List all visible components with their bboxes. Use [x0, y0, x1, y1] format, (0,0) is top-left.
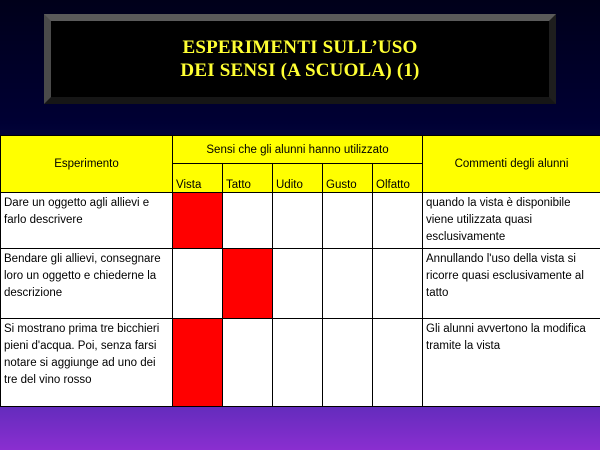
- experiment-cell: Bendare gli allievi, consegnare loro un oggetto e chiederne la descrizione: [1, 249, 173, 319]
- sense-mark-olfatto: [373, 249, 423, 319]
- sense-mark-vista: [173, 249, 223, 319]
- table-row: [1, 319, 600, 407]
- header-comments: Commenti degli alunni: [423, 136, 600, 193]
- sense-mark-gusto: [323, 193, 373, 249]
- comment-cell: quando la vista è disponibile viene utilizzata quasi esclusivamente: [423, 193, 600, 249]
- sense-mark-gusto: [323, 319, 373, 407]
- sense-mark-gusto: [323, 249, 373, 319]
- sense-mark-tatto: [223, 249, 273, 319]
- sense-mark-tatto: [223, 319, 273, 407]
- slide-title-line-2: DEI SENSI (A SCUOLA) (1): [180, 60, 420, 81]
- title-box: [44, 14, 556, 104]
- experiment-cell: Si mostrano prima tre bicchieri pieni d'acqua. Poi, senza farsi notare si aggiunge ad uno dei tre del vino rosso: [1, 319, 173, 407]
- experiment-cell: Dare un oggetto agli allievi e farlo descrivere: [1, 193, 173, 249]
- sense-mark-olfatto: [373, 319, 423, 407]
- slide-title-line-1: ESPERIMENTI SULL’USO: [182, 37, 418, 58]
- comment-cell: Gli alunni avvertono la modifica tramite la vista: [423, 319, 600, 407]
- sense-mark-olfatto: [373, 193, 423, 249]
- sense-mark-udito: [273, 249, 323, 319]
- sense-mark-udito: [273, 319, 323, 407]
- table-row: [1, 249, 600, 319]
- sense-mark-tatto: [223, 193, 273, 249]
- header-sense-olfatto: Olfatto: [373, 164, 423, 193]
- header-sense-udito: Udito: [273, 164, 323, 193]
- header-sense-vista: Vista: [173, 164, 223, 193]
- header-sense-tatto: Tatto: [223, 164, 273, 193]
- experiments-table: [0, 135, 600, 407]
- table-row: [1, 193, 600, 249]
- header-experiment: Esperimento: [1, 136, 173, 193]
- sense-mark-udito: [273, 193, 323, 249]
- header-sense-gusto: Gusto: [323, 164, 373, 193]
- sense-mark-vista: [173, 193, 223, 249]
- header-senses-group: Sensi che gli alunni hanno utilizzato: [173, 136, 423, 164]
- comment-cell: Annullando l'uso della vista si ricorre quasi esclusivamente al tatto: [423, 249, 600, 319]
- sense-mark-vista: [173, 319, 223, 407]
